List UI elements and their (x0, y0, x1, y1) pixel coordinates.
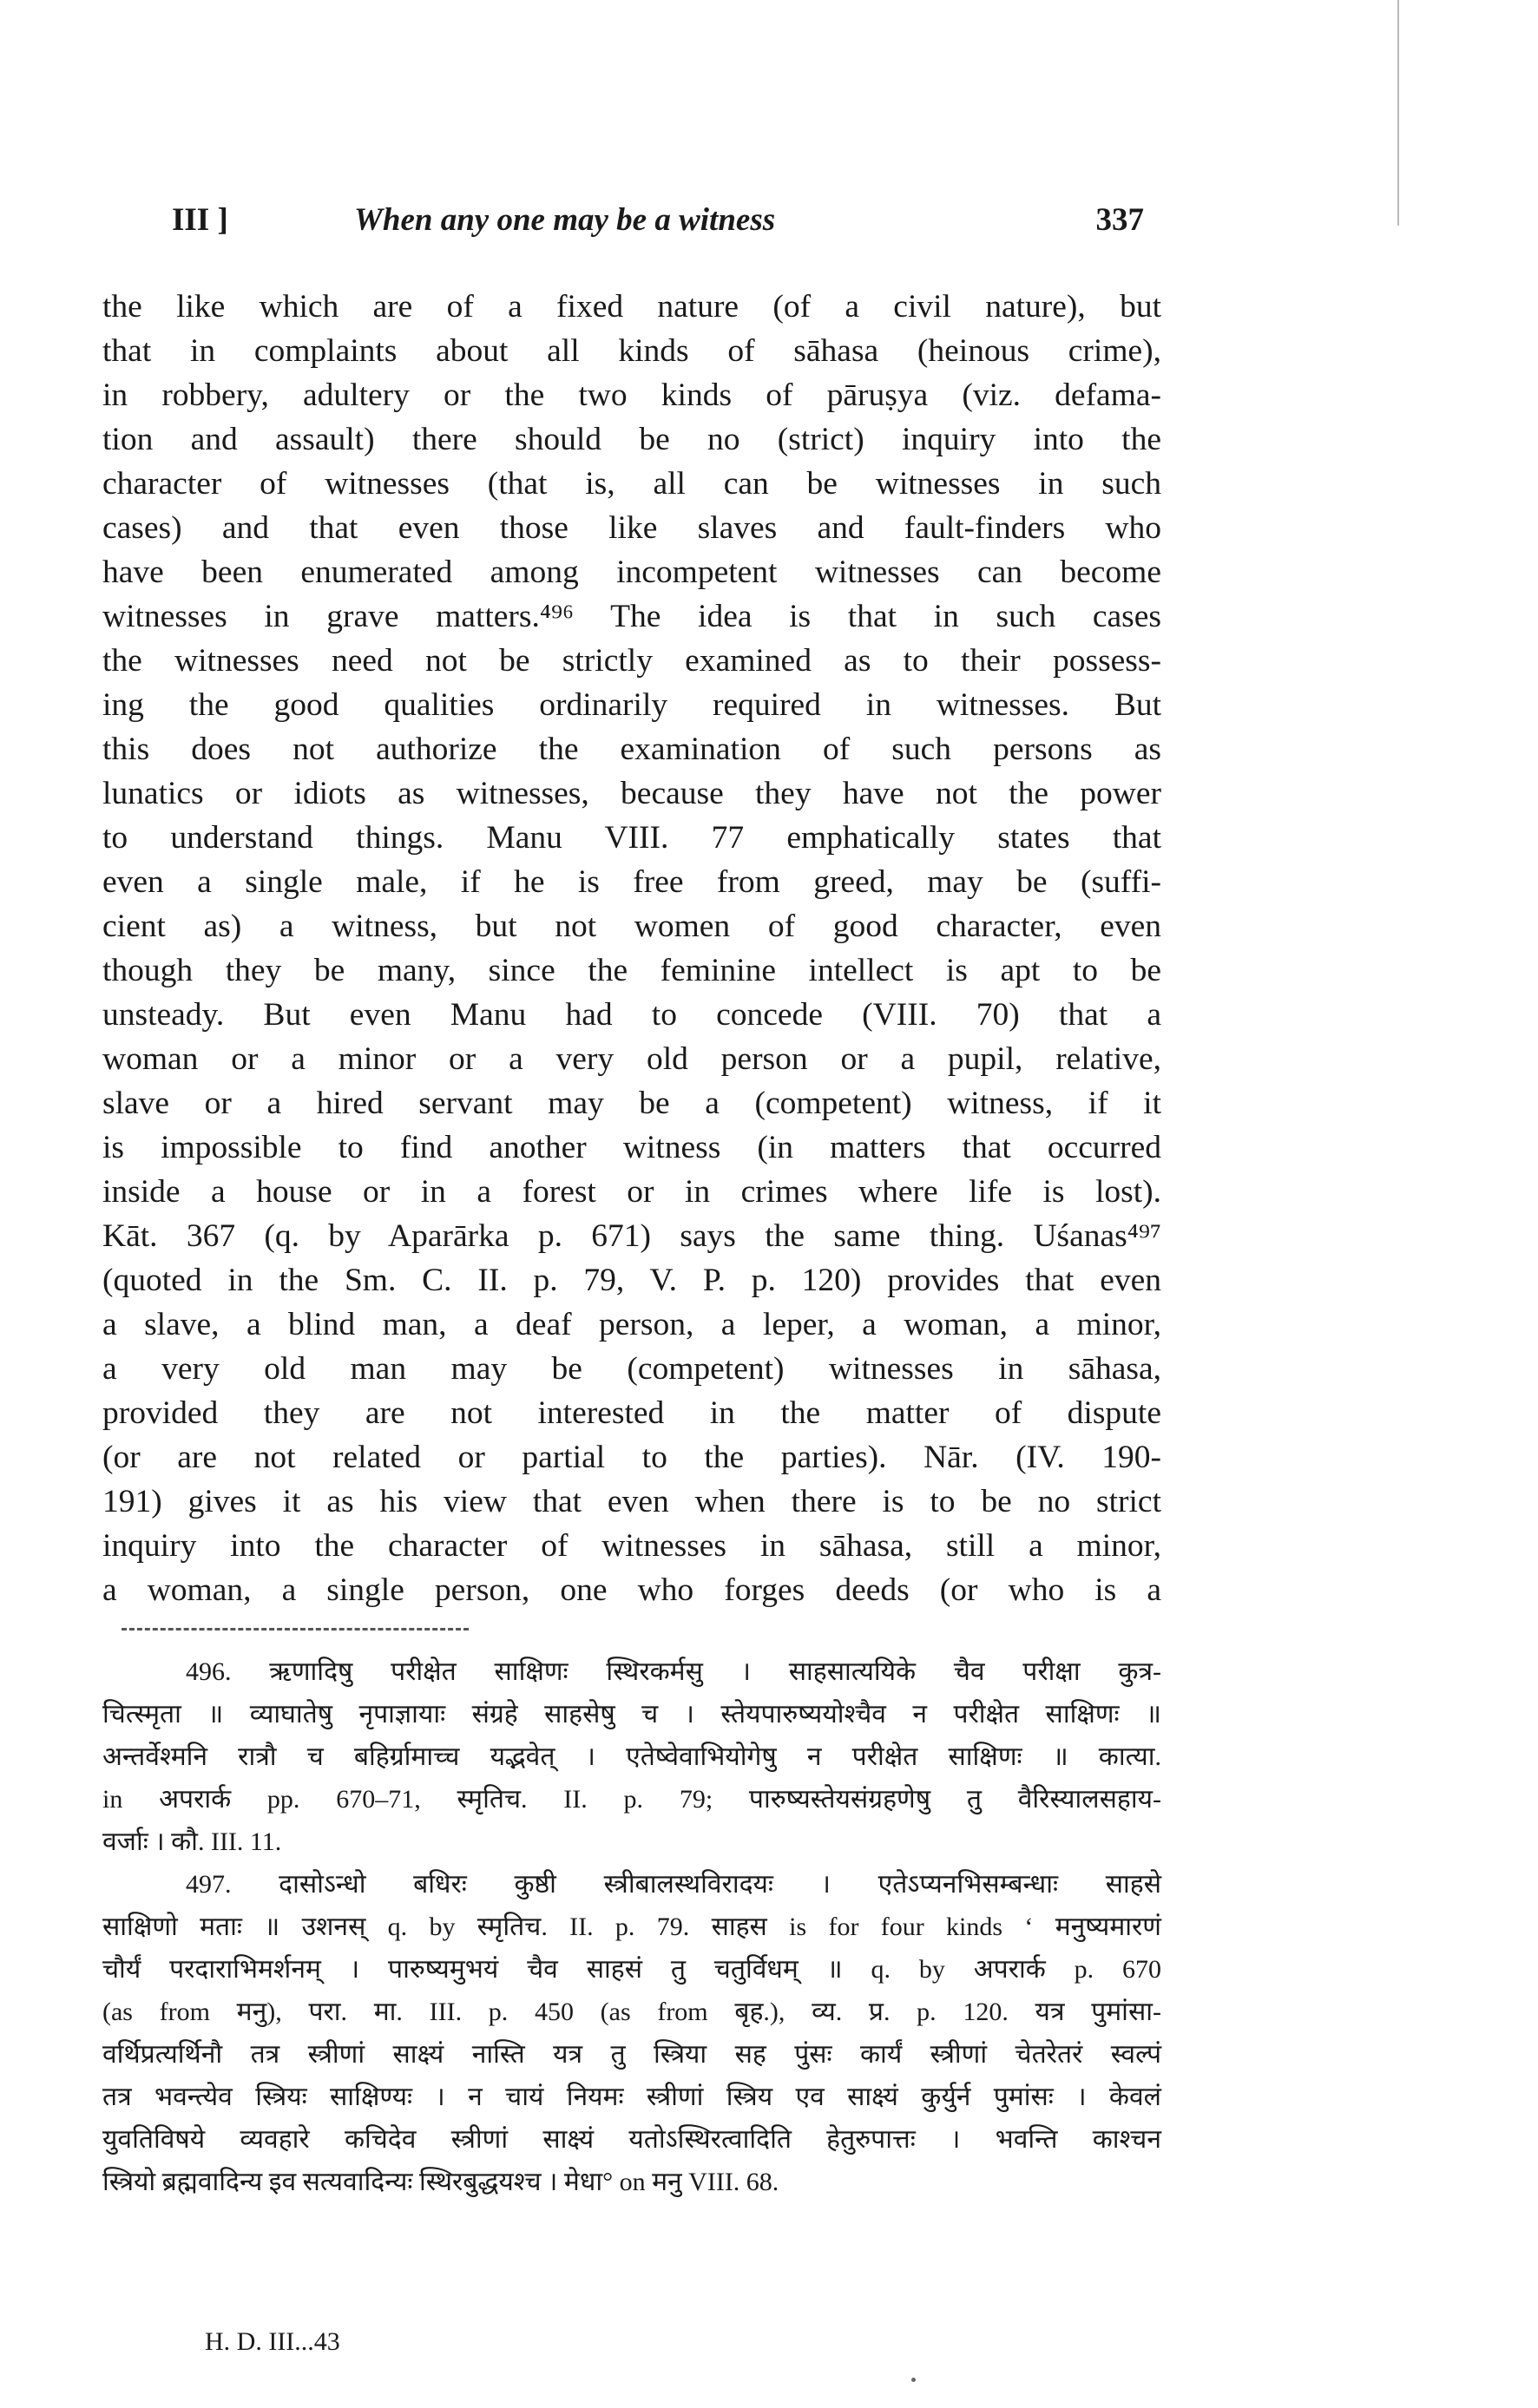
text-line: cient as) a witness, but not women of good character, even (102, 909, 1161, 944)
signature-mark: H. D. III...43 (205, 2327, 340, 2356)
text-line: provided they are not interested in the matter of dispute (102, 1395, 1161, 1431)
footnotes (102, 1650, 1161, 2203)
text-line: cases) and that even those like slaves and fault-finders who (102, 510, 1161, 546)
footnote-line: स्त्रियो ब्रह्मवादिन्य इव सत्यवादिन्यः स्थिरबुद्धयश्च । मेधा° on मनु VIII. 68. (102, 2168, 779, 2196)
text-line: character of witnesses (that is, all can be witnesses in such (102, 466, 1161, 502)
footnote-line: अन्तर्वेश्मनि रात्रौ च बहिर्ग्रामाच्च यद्भवेत् । एतेष्वेवाभियोगेषु न परीक्षेत साक्षिणः ॥ कात्या. (102, 1742, 1161, 1771)
scan-speck (911, 2378, 916, 2382)
text-line: even a single male, if he is free from greed, may be (suffi- (102, 864, 1161, 900)
footnote-line: वर्जाः । कौ. III. 11. (102, 1827, 282, 1856)
text-line: 191) gives it as his view that even when there is to be no strict (102, 1484, 1161, 1519)
footnote-496 (102, 1650, 1161, 1863)
running-header (172, 201, 1144, 253)
text-line: lunatics or idiots as witnesses, because they have not the power (102, 776, 1161, 811)
text-line: slave or a hired servant may be a (competent) witness, if it (102, 1086, 1161, 1121)
footnote-line: चित्स्मृता ॥ व्याघातेषु नृपाज्ञायाः संग्रहे साहसेषु च । स्तेयपारुष्ययोश्चैव न परीक्षेत साक्षिणः ॥ (102, 1700, 1161, 1729)
footnote-line: तत्र भवन्त्येव स्त्रियः साक्षिण्यः । न चायं नियमः स्त्रीणां स्त्रिय एव साक्ष्यं कुर्युर्न पुमांसः । केवलं (102, 2083, 1161, 2111)
footnote-line: 496. ऋणादिषु परीक्षेत साक्षिणः स्थिरकर्मसु । साहसात्ययिके चैव परीक्षा कुत्र- (186, 1657, 1161, 1686)
text-line: tion and assault) there should be no (strict) inquiry into the (102, 422, 1161, 457)
chapter-marker: III ] (172, 202, 228, 238)
running-title: When any one may be a witness (354, 202, 776, 238)
text-line: (or are not related or partial to the parties). Nār. (IV. 190- (102, 1440, 1161, 1475)
text-line: in robbery, adultery or the two kinds of pāruṣya (viz. defama- (102, 377, 1161, 413)
text-line: (quoted in the Sm. C. II. p. 79, V. P. p. 120) provides that even (102, 1263, 1161, 1298)
footnote-number: 496. (186, 1657, 232, 1686)
text-line: a woman, a single person, one who forges deeds (or who is a (102, 1572, 1161, 1608)
text-line: the like which are of a fixed nature (of a civil nature), but (102, 289, 1161, 325)
text-line: witnesses in grave matters.⁴⁹⁶ The idea is that in such cases (102, 599, 1161, 634)
footnote-line: वर्थिप्रत्यर्थिनौ तत्र स्त्रीणां साक्ष्यं नास्ति यत्र तु स्त्रिया सह पुंसः कार्यं स्त्रीणां चेतरेतरं स्वल्पं (102, 2040, 1161, 2069)
text-line: inquiry into the character of witnesses in sāhasa, still a minor, (102, 1528, 1161, 1564)
text-line: inside a house or in a forest or in crimes where life is lost). (102, 1174, 1161, 1210)
footnote-line: 497. दासोऽन्धो बधिरः कुष्ठी स्त्रीबालस्थविरादयः । एतेऽप्यनभिसम्बन्धाः साहसे (186, 1870, 1161, 1899)
page-number: 337 (1095, 202, 1144, 238)
text-line: a slave, a blind man, a deaf person, a leper, a woman, a minor, (102, 1307, 1161, 1342)
text-line: have been enumerated among incompetent witnesses can become (102, 554, 1161, 590)
text-line: unsteady. But even Manu had to concede (VIII. 70) that a (102, 997, 1161, 1033)
footnote-line: चौर्यं परदाराभिमर्शनम् । पारुष्यमुभयं चैव साहसं तु चतुर्विधम् ॥ q. by अपरार्क p. 670 (102, 1955, 1161, 1984)
text-line: is impossible to find another witness (in matters that occurred (102, 1130, 1161, 1165)
text-line: Kāt. 367 (q. by Aparārka p. 671) says the same thing. Uśanas⁴⁹⁷ (102, 1218, 1161, 1254)
footnote-line: (as from मनु), परा. मा. III. p. 450 (as from बृह.), व्य. प्र. p. 120. यत्र पुमांसा- (102, 1998, 1161, 2026)
text-line: ing the good qualities ordinarily required in witnesses. But (102, 687, 1161, 723)
text-line: that in complaints about all kinds of sāhasa (heinous crime), (102, 333, 1161, 369)
text-line: though they be many, since the feminine intellect is apt to be (102, 953, 1161, 988)
text-line: this does not authorize the examination of such persons as (102, 732, 1161, 767)
footnote-line: युवतिविषये व्यवहारे कचिदेव स्त्रीणां साक्ष्यं यतोऽस्थिरत्वादिति हेतुरुपात्तः । भवन्ति काश्चन (102, 2125, 1161, 2154)
footnote-497 (102, 1863, 1161, 2203)
text-line: the witnesses need not be strictly examined as to their possess- (102, 643, 1161, 679)
text-line: to understand things. Manu VIII. 77 emphatically states that (102, 820, 1161, 856)
text-line: a very old man may be (competent) witnesses in sāhasa, (102, 1351, 1161, 1387)
footnote-number: 497. (186, 1870, 232, 1899)
text-line: woman or a minor or a very old person or a pupil, relative, (102, 1041, 1161, 1077)
footnote-separator (122, 1628, 469, 1630)
footnote-line: साक्षिणो मताः ॥ उशनस् q. by स्मृतिच. II. p. 79. साहस is for four kinds ‘ मनुष्यमारणं (102, 1913, 1161, 1941)
footnote-line: in अपरार्क pp. 670–71, स्मृतिच. II. p. 79; पारुष्यस्तेयसंग्रहणेषु तु वैरिस्यालसहाय- (102, 1785, 1161, 1814)
main-text (102, 285, 1161, 1612)
scan-edge-line (1397, 0, 1399, 226)
